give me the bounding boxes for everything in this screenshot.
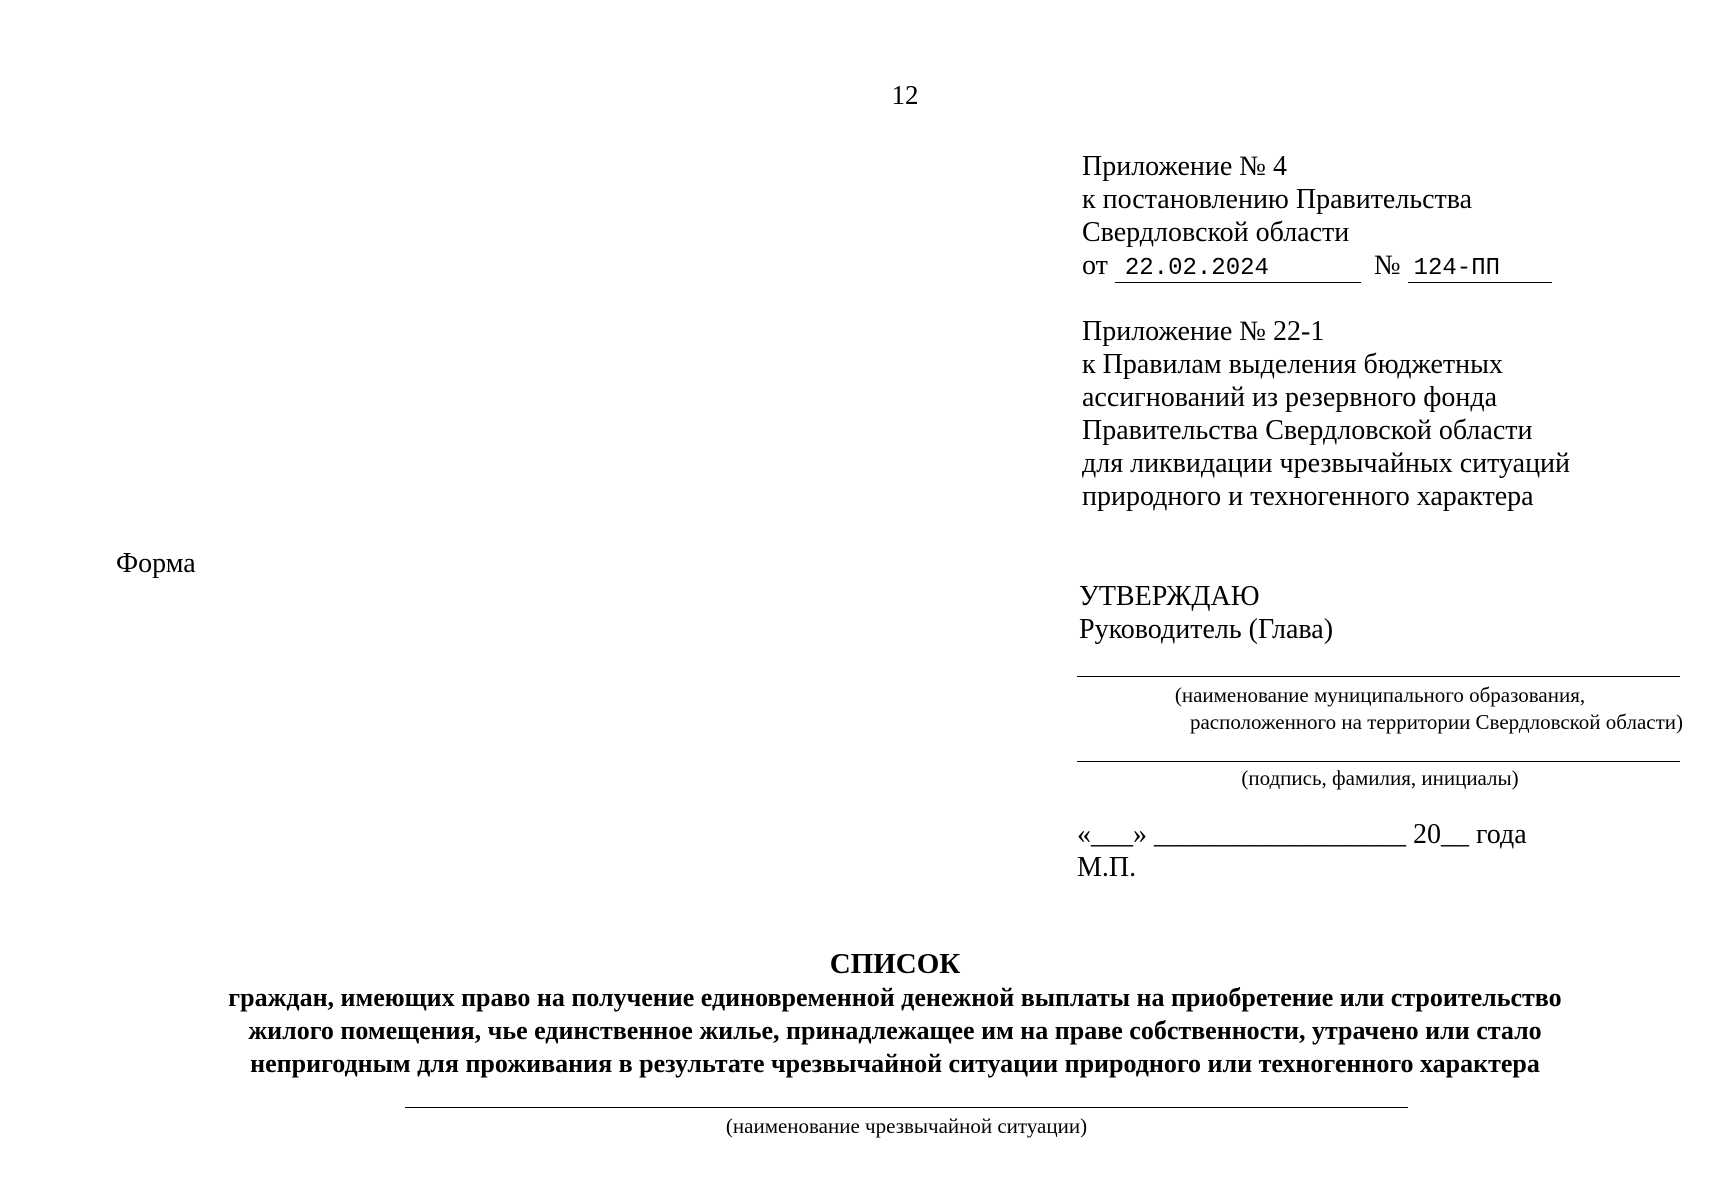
approval-block xyxy=(1079,580,1333,646)
list-title-line-2: жилого помещения, чье единственное жилье, принадлежащее им на праве собственности, утрачено или стало xyxy=(248,1016,1542,1045)
municipality-name-line xyxy=(1077,676,1680,677)
signature-line xyxy=(1077,761,1680,762)
decree-date: 22.02.2024 xyxy=(1115,256,1361,283)
list-heading: СПИСОК xyxy=(829,948,961,980)
decree-number: 124-ПП xyxy=(1408,256,1552,283)
municipality-caption-line-2: расположенного на территории Свердловской области) xyxy=(1189,710,1683,734)
approval-heading: УТВЕРЖДАЮ xyxy=(1079,581,1260,612)
appendix-22-title: Приложение № 22-1 xyxy=(1082,316,1325,347)
list-title-line-3: непригодным для проживания в результате чрезвычайной ситуации природного или техногенного характера xyxy=(250,1049,1540,1078)
appendix-4-line-3: Свердловской области xyxy=(1082,217,1350,248)
appendix-22-line-3: ассигнований из резервного фонда xyxy=(1082,382,1498,413)
appendix-22-block xyxy=(1082,315,1570,513)
municipality-caption-line-1: (наименование муниципального образования, xyxy=(1174,683,1586,707)
appendix-22-line-2: к Правилам выделения бюджетных xyxy=(1082,349,1503,380)
appendix-4-date-number-line xyxy=(1082,249,1552,283)
emergency-name-line xyxy=(405,1107,1408,1108)
seal-label: М.П. xyxy=(1077,852,1137,883)
signature-caption: (подпись, фамилия, инициалы) xyxy=(1241,766,1519,790)
appendix-22-line-4: Правительства Свердловской области xyxy=(1082,415,1533,446)
form-label: Форма xyxy=(116,548,196,579)
page-number: 12 xyxy=(891,80,919,110)
list-title-block xyxy=(0,947,1714,1080)
approval-date-block xyxy=(1077,818,1527,884)
date-prefix: от xyxy=(1082,250,1108,281)
list-title-line-1: граждан, имеющих право на получение единовременной денежной выплаты на приобретение или строительство xyxy=(228,983,1562,1012)
approval-subheading: Руководитель (Глава) xyxy=(1079,614,1334,645)
approval-date-line: «___» __________________ 20__ года xyxy=(1077,819,1527,850)
appendix-22-line-6: природного и техногенного характера xyxy=(1082,481,1534,512)
number-prefix: № xyxy=(1373,250,1401,281)
appendix-4-line-2: к постановлению Правительства xyxy=(1082,184,1473,215)
appendix-4-title: Приложение № 4 xyxy=(1082,151,1287,182)
emergency-caption: (наименование чрезвычайной ситуации) xyxy=(725,1114,1088,1138)
municipality-caption xyxy=(1077,682,1683,736)
appendix-4-block xyxy=(1082,150,1552,283)
appendix-22-line-5: для ликвидации чрезвычайных ситуаций xyxy=(1082,448,1571,479)
